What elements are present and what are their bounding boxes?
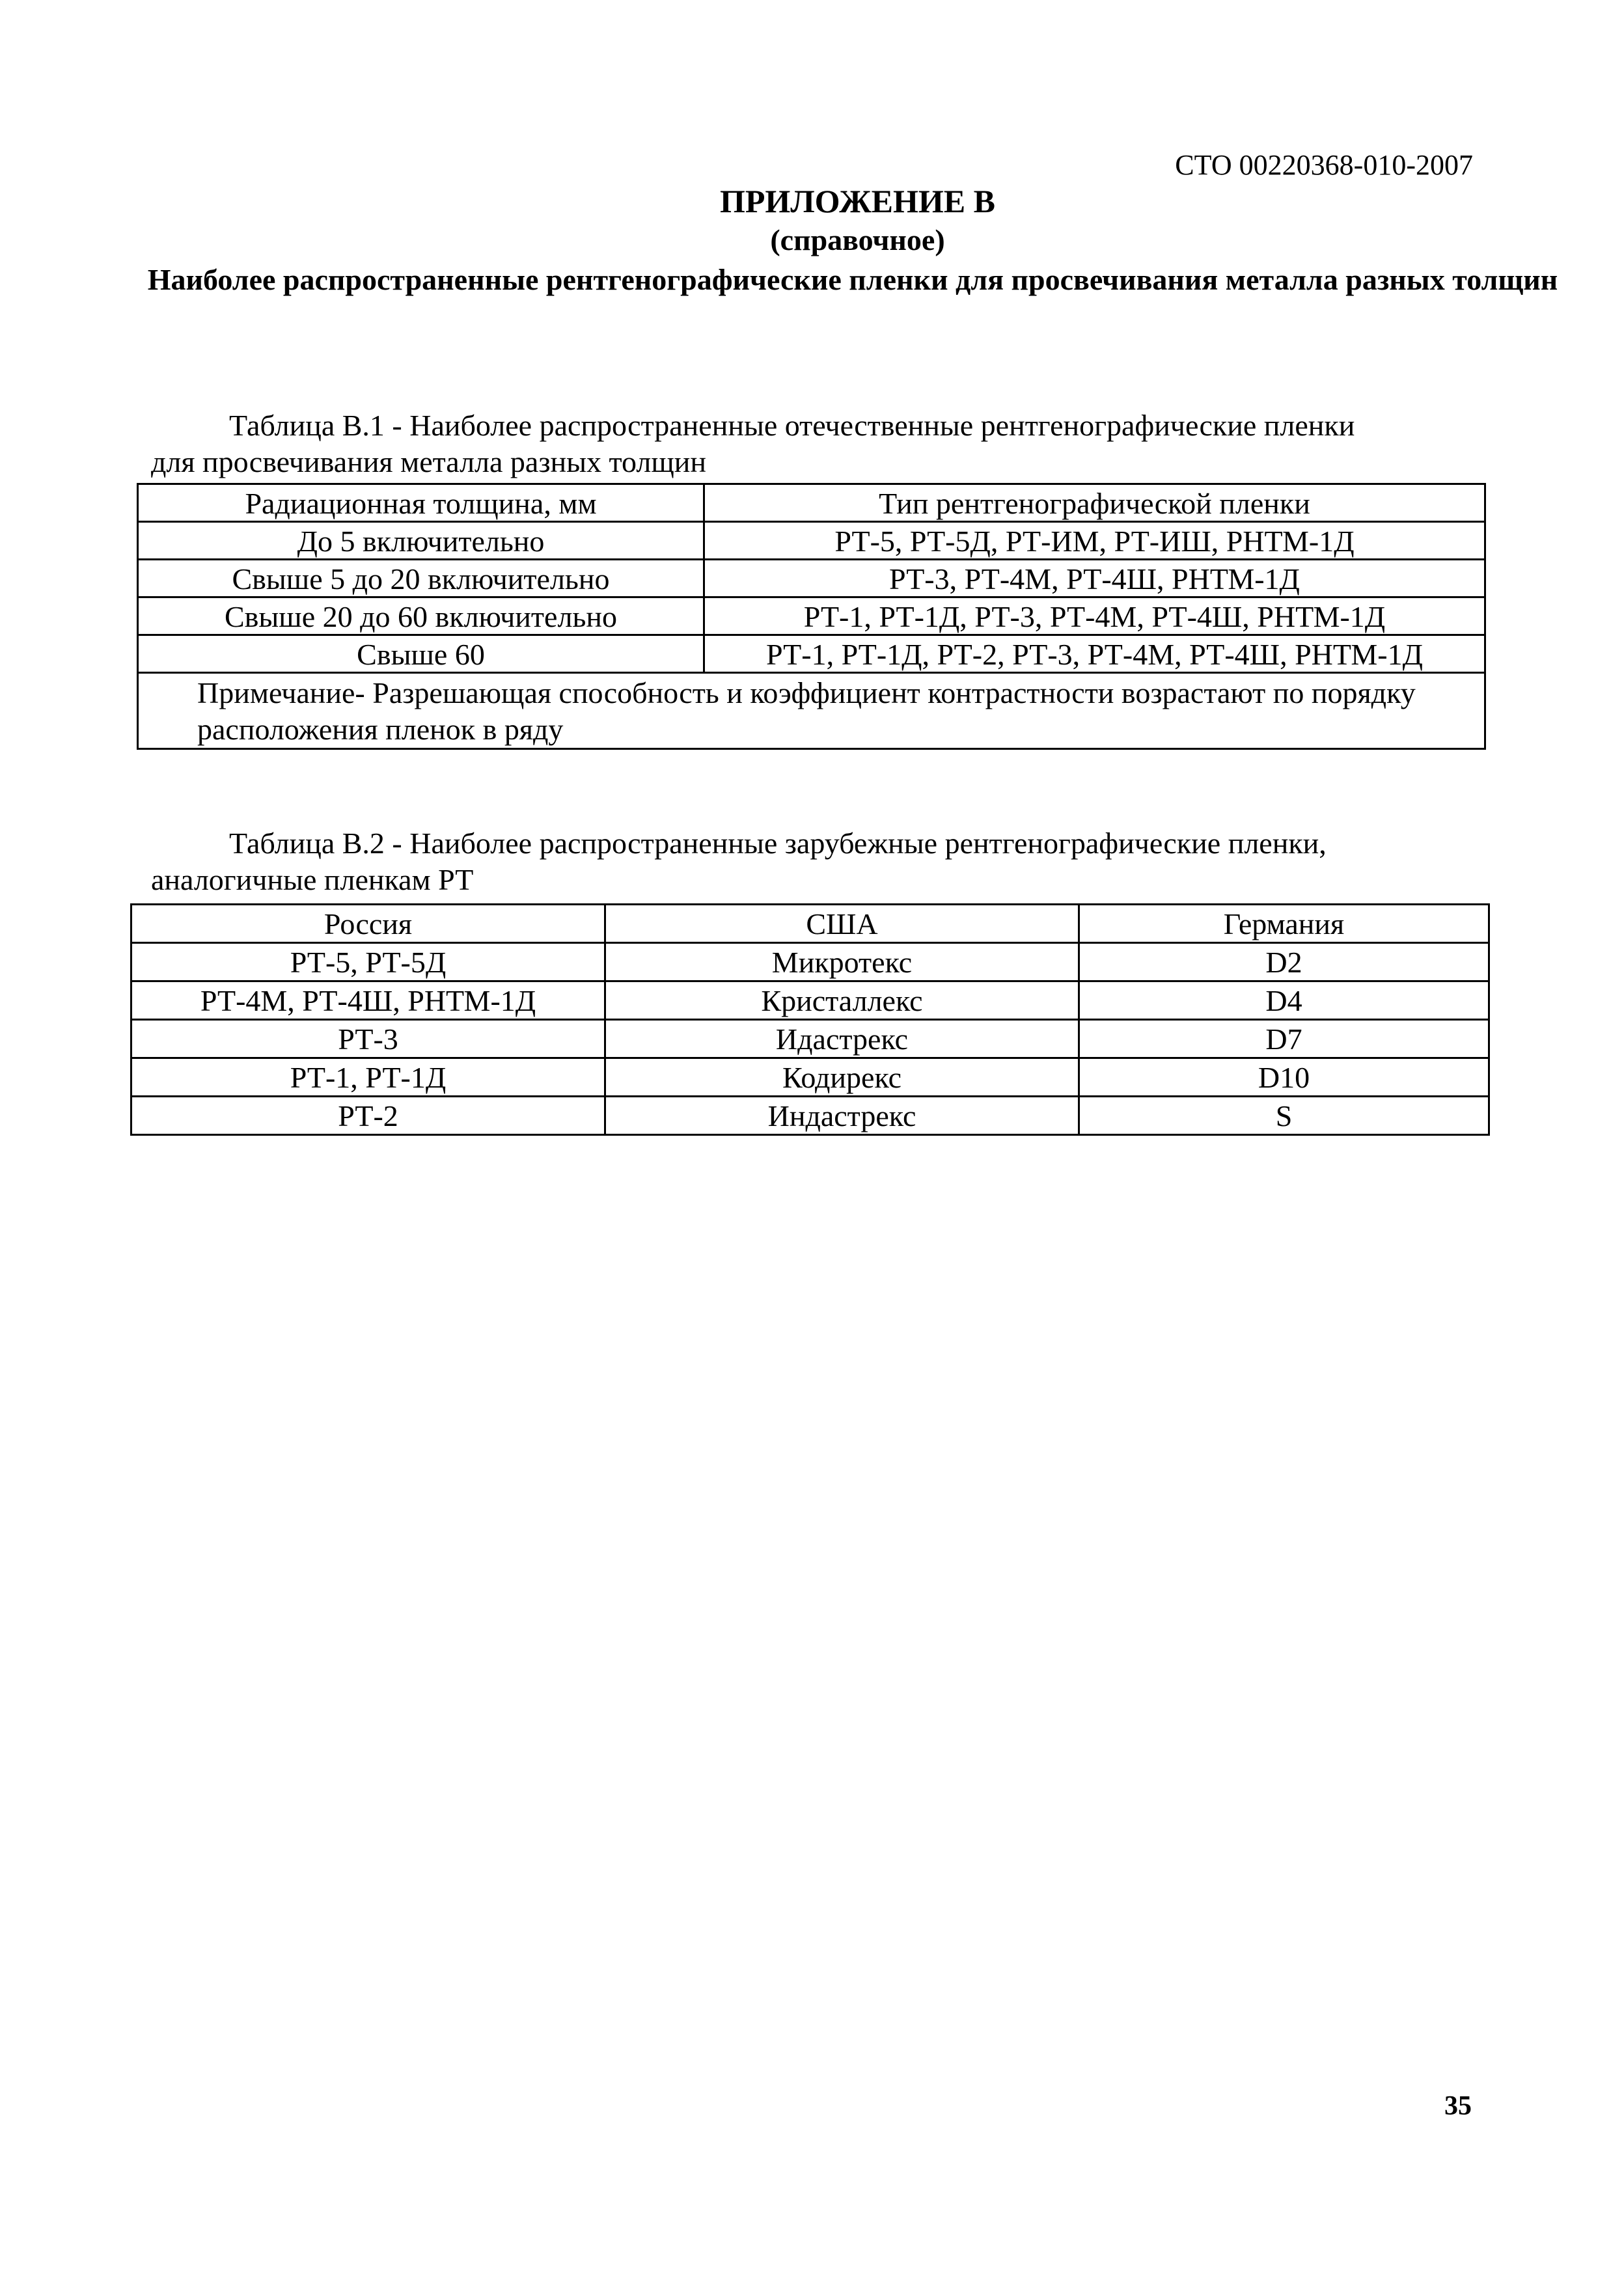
table-cell: РТ-1, РТ-1Д <box>131 1058 605 1097</box>
table-cell: D7 <box>1079 1020 1489 1058</box>
table-cell: РТ-1, РТ-1Д, РТ-2, РТ-3, РТ-4М, РТ-4Ш, РНТМ-1Д <box>704 635 1485 673</box>
table-row <box>138 522 1485 560</box>
table-cell: РТ-1, РТ-1Д, РТ-3, РТ-4М, РТ-4Ш, РНТМ-1Д <box>704 597 1485 635</box>
table2 <box>130 903 1490 1136</box>
table-cell: РТ-4М, РТ-4Ш, РНТМ-1Д <box>131 981 605 1020</box>
table-cell: D10 <box>1079 1058 1489 1097</box>
table-header-cell: Германия <box>1079 905 1489 943</box>
table-row <box>131 1058 1489 1097</box>
table-cell: РТ-5, РТ-5Д <box>131 943 605 981</box>
table-cell: S <box>1079 1097 1489 1135</box>
table-row <box>138 560 1485 597</box>
table1-caption-line2: для просвечивания металла разных толщин <box>151 445 707 478</box>
table1 <box>137 483 1486 750</box>
table2-caption-line2: аналогичные пленкам РТ <box>151 863 474 896</box>
table1-caption-line1: Таблица В.1 - Наиболее распространенные отечественные рентгенографические пленки <box>229 409 1355 442</box>
table-row <box>131 943 1489 981</box>
table-row <box>138 597 1485 635</box>
document-code: СТО 00220368-010-2007 <box>1175 149 1473 181</box>
table-header-row <box>131 905 1489 943</box>
table-cell: Кристаллекс <box>605 981 1079 1020</box>
annex-status: (справочное) <box>770 223 945 256</box>
table-note-row <box>138 673 1485 749</box>
table-row <box>131 981 1489 1020</box>
table-cell: D2 <box>1079 943 1489 981</box>
table-row <box>131 1097 1489 1135</box>
table-header-cell: Тип рентгенографической пленки <box>704 484 1485 522</box>
table-cell: До 5 включительно <box>138 522 704 560</box>
table-header-cell: США <box>605 905 1079 943</box>
table-note: Примечание- Разрешающая способность и коэффициент контрастности возрастают по порядку расположения пленок в ряду <box>138 673 1485 749</box>
table-cell: Свыше 5 до 20 включительно <box>138 560 704 597</box>
table-cell: Идастрекс <box>605 1020 1079 1058</box>
table2-caption <box>151 825 1472 898</box>
table-row <box>131 1020 1489 1058</box>
table-cell: D4 <box>1079 981 1489 1020</box>
table-header-row <box>138 484 1485 522</box>
table-cell: РТ-5, РТ-5Д, РТ-ИМ, РТ-ИШ, РНТМ-1Д <box>704 522 1485 560</box>
table-cell: Микротекс <box>605 943 1079 981</box>
table-cell: Свыше 20 до 60 включительно <box>138 597 704 635</box>
table-cell: Индастрекс <box>605 1097 1079 1135</box>
table-cell: РТ-2 <box>131 1097 605 1135</box>
table-cell: Свыше 60 <box>138 635 704 673</box>
annex-subject: Наиболее распространенные рентгенографические пленки для просвечивания металла разных толщин <box>147 263 1558 296</box>
table-header-cell: Радиационная толщина, мм <box>138 484 704 522</box>
table-header-cell: Россия <box>131 905 605 943</box>
table1-caption <box>151 407 1472 480</box>
page-number: 35 <box>1444 2091 1472 2121</box>
table-row <box>138 635 1485 673</box>
table-cell: Кодирекс <box>605 1058 1079 1097</box>
table2-caption-line1: Таблица В.2 - Наиболее распространенные зарубежные рентгенографические пленки, <box>229 827 1327 860</box>
annex-title: ПРИЛОЖЕНИЕ В <box>720 183 995 219</box>
table-cell: РТ-3 <box>131 1020 605 1058</box>
table-cell: РТ-3, РТ-4М, РТ-4Ш, РНТМ-1Д <box>704 560 1485 597</box>
